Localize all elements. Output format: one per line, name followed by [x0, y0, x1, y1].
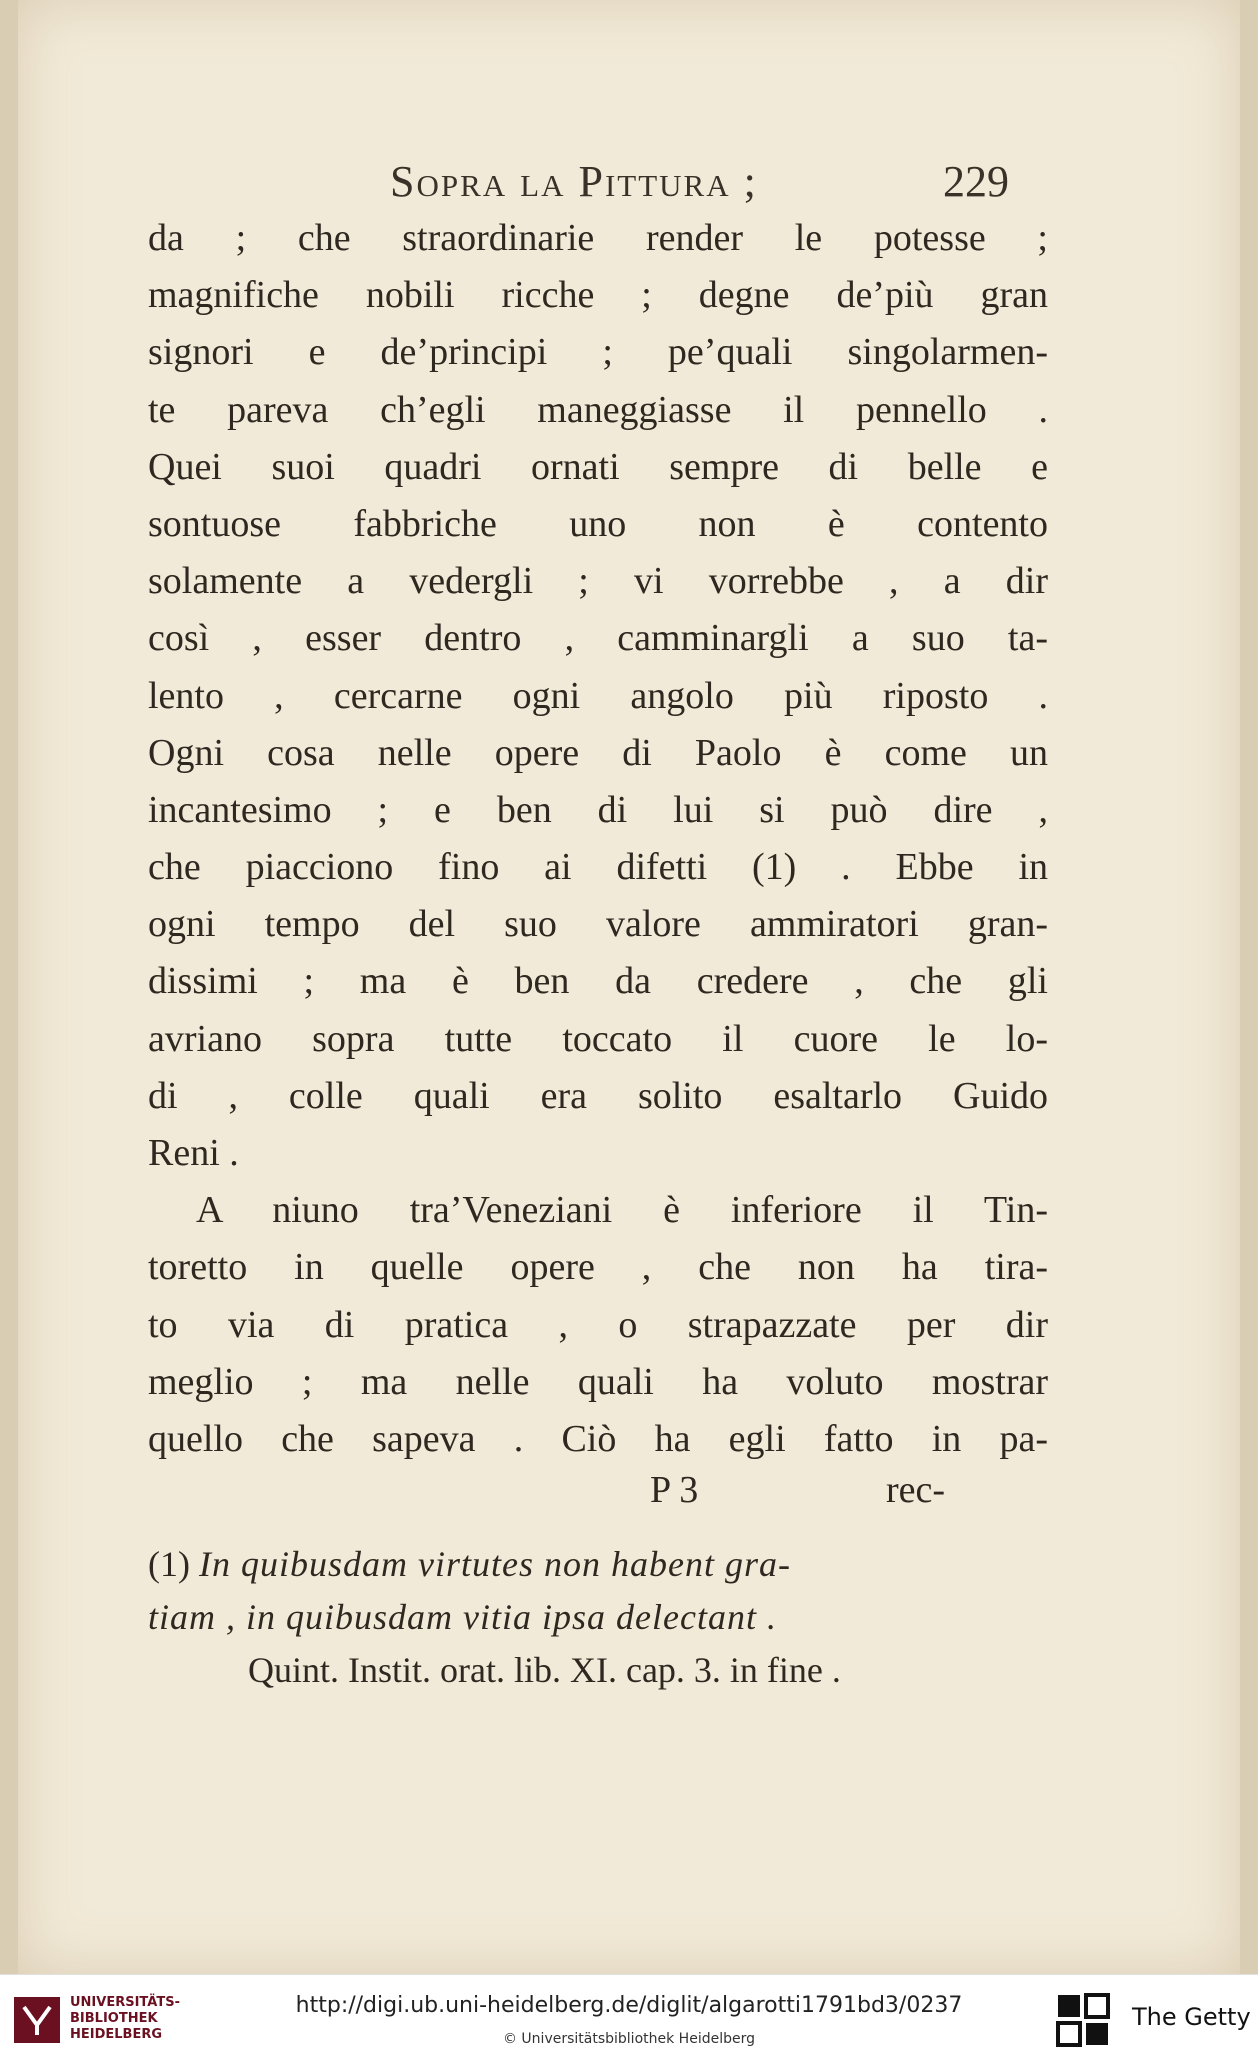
body-text — [148, 210, 1048, 1468]
text-line: magnifiche nobili ricche ; degne de’più gran — [148, 274, 1048, 317]
text-line: incantesimo ; e ben di lui si può dire , — [148, 788, 1048, 831]
text-line: così , esser dentro , camminargli a suo ta- — [148, 617, 1048, 660]
text-line: Quei suoi quadri ornati sempre di belle e — [148, 445, 1048, 488]
footnote-source: Quint. Instit. orat. lib. XI. cap. 3. in fine . — [248, 1650, 841, 1690]
permalink[interactable]: http://digi.ub.uni-heidelberg.de/diglit/algarotti1791bd3/0237 — [295, 1993, 963, 2018]
footnote-latin: In quibusdam virtutes non habent gra- — [198, 1544, 791, 1584]
book-page — [18, 0, 1240, 1974]
footnote-line — [148, 1591, 1048, 1644]
text-line: quello che sapeva . Ciò ha egli fatto in pa- — [148, 1417, 1048, 1460]
text-line: meglio ; ma nelle quali ha voluto mostrar — [148, 1360, 1048, 1403]
page-number: 229 — [943, 157, 1009, 206]
partner-name: The Getty — [1132, 2003, 1251, 2031]
running-title: Sopra la Pittura ; — [390, 157, 758, 206]
text-line: te pareva ch’egli maneggiasse il pennello . — [148, 388, 1048, 431]
catchword: rec- — [886, 1469, 946, 1511]
signature-line — [18, 1468, 1240, 1524]
getty-logo-icon[interactable] — [1056, 1993, 1110, 2047]
text-line: Reni . — [148, 1132, 239, 1174]
text-line: Ogni cosa nelle opere di Paolo è come un — [148, 731, 1048, 774]
text-line: signori e de’principi ; pe’quali singolarmen- — [148, 331, 1048, 374]
library-name: UNIVERSITÄTS- BIBLIOTHEK HEIDELBERG — [70, 1995, 180, 2042]
text-line: solamente a vedergli ; vi vorrebbe , a dir — [148, 560, 1048, 603]
text-line: sontuose fabbriche uno non è contento — [148, 502, 1048, 545]
text-line: toretto in quelle opere , che non ha tira- — [148, 1246, 1048, 1289]
text-line: dissimi ; ma è ben da credere , che gli — [148, 960, 1048, 1003]
text-line: di , colle quali era solito esaltarlo Guido — [148, 1074, 1048, 1117]
footnote — [148, 1538, 1048, 1697]
text-line: to via di pratica , o strapazzate per dir — [148, 1303, 1048, 1346]
signature-mark: P 3 — [650, 1469, 699, 1511]
copyright-notice: © Universitätsbibliothek Heidelberg — [502, 2031, 755, 2047]
text-line: da ; che straordinarie render le potesse ; — [148, 217, 1048, 259]
text-line: che piacciono fino ai difetti (1) . Ebbe in — [148, 846, 1048, 889]
text-line: ogni tempo del suo valore ammiratori gran- — [148, 903, 1048, 946]
text-line: lento , cercarne ogni angolo più riposto . — [148, 674, 1048, 717]
text-line: A niuno tra’Veneziani è inferiore il Tin- — [196, 1189, 1048, 1232]
footnote-line — [148, 1538, 1048, 1591]
footnote-marker: (1) — [148, 1544, 190, 1584]
running-head — [18, 152, 1240, 212]
text-line: avriano sopra tutte toccato il cuore le lo- — [148, 1017, 1048, 1060]
viewer-footer — [0, 1974, 1258, 2069]
footnote-latin: tiam , in quibusdam vitia ipsa delectant . — [148, 1597, 777, 1637]
